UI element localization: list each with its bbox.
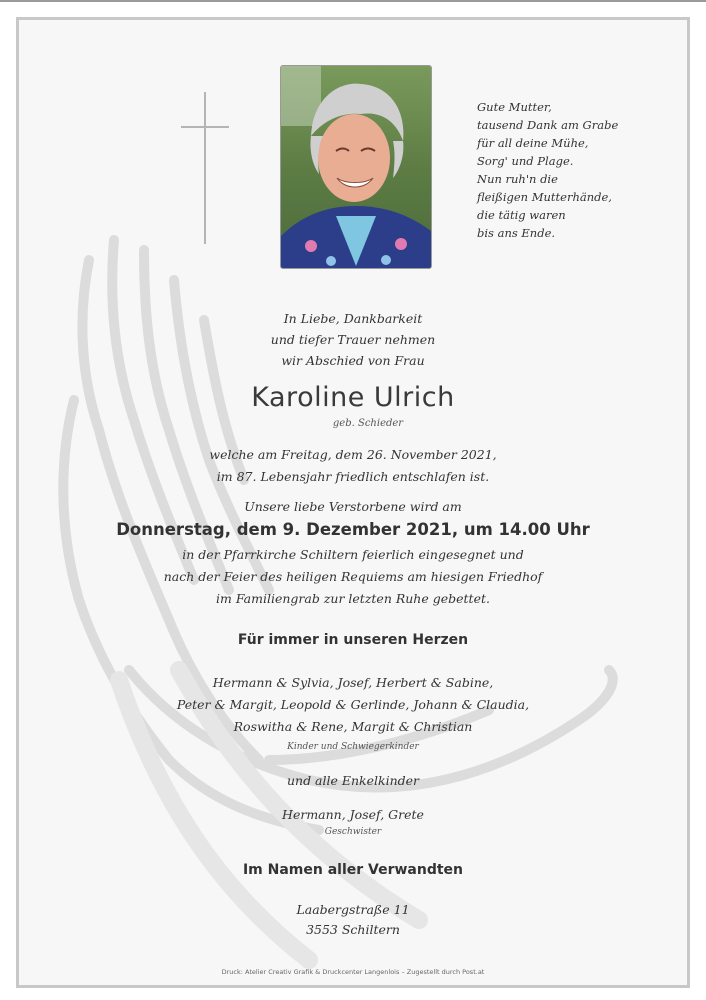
address [19,900,687,940]
death-line: im 87. Lebensjahr friedlich entschlafen ist. [216,469,490,484]
children-caption: Kinder und Schwiegerkinder [287,742,419,752]
intro-text [19,308,687,371]
funeral-line: nach der Feier des heiligen Requiems am hiesigen Friedhof [163,569,543,584]
funeral-intro: Unsere liebe Verstorbene wird am [244,499,462,514]
intro-line: In Liebe, Dankbarkeit [283,311,423,326]
motto: Für immer in unseren Herzen [237,632,469,648]
mourners-line: Roswitha & Rene, Margit & Christian [233,719,473,734]
death-line: welche am Freitag, dem 26. November 2021, [209,447,497,462]
funeral-notice-card [16,17,690,988]
death-notice [19,444,687,488]
poem-line: Nun ruh'n die [477,172,558,186]
grandchildren: und alle Enkelkinder [286,773,420,788]
mourners-children [19,672,687,738]
poem [477,98,657,242]
deceased-name: Karoline Ulrich [251,382,455,413]
mourners-line: Hermann & Sylvia, Josef, Herbert & Sabine, [212,675,494,690]
poem-line: Sorg' und Plage. [477,154,574,168]
portrait-photo [280,65,432,269]
poem-line: bis ans Ende. [477,226,556,240]
siblings-caption: Geschwister [324,827,382,837]
intro-line: und tiefer Trauer nehmen [270,332,436,347]
birth-name: geb. Schieder [332,418,404,429]
top-rule [0,0,706,2]
address-street: Laabergstraße 11 [296,902,410,917]
funeral-line: in der Pfarrkirche Schiltern feierlich eingesegnet und [182,547,524,562]
poem-line: für all deine Mühe, [477,136,589,150]
address-city: 3553 Schiltern [306,922,400,937]
intro-line: wir Abschied von Frau [281,353,425,368]
funeral-line: im Familiengrab zur letzten Ruhe gebettet. [216,591,490,606]
poem-line: fleißigen Mutterhände, [477,190,612,204]
poem-line: die tätig waren [477,208,566,222]
poem-line: Gute Mutter, [477,100,552,114]
mourners-line: Peter & Margit, Leopold & Gerlinde, Johann & Claudia, [176,697,530,712]
closing: Im Namen aller Verwandten [242,862,464,878]
funeral-details [19,544,687,610]
funeral-date: Donnerstag, dem 9. Dezember 2021, um 14.00 Uhr [116,520,590,539]
poem-line: tausend Dank am Grabe [477,118,619,132]
printer-footer: Druck: Atelier Creativ Grafik & Druckcenter Langenlois – Zugestellt durch Post.at [221,968,485,976]
siblings: Hermann, Josef, Grete [282,807,424,822]
cross-icon [181,92,229,244]
